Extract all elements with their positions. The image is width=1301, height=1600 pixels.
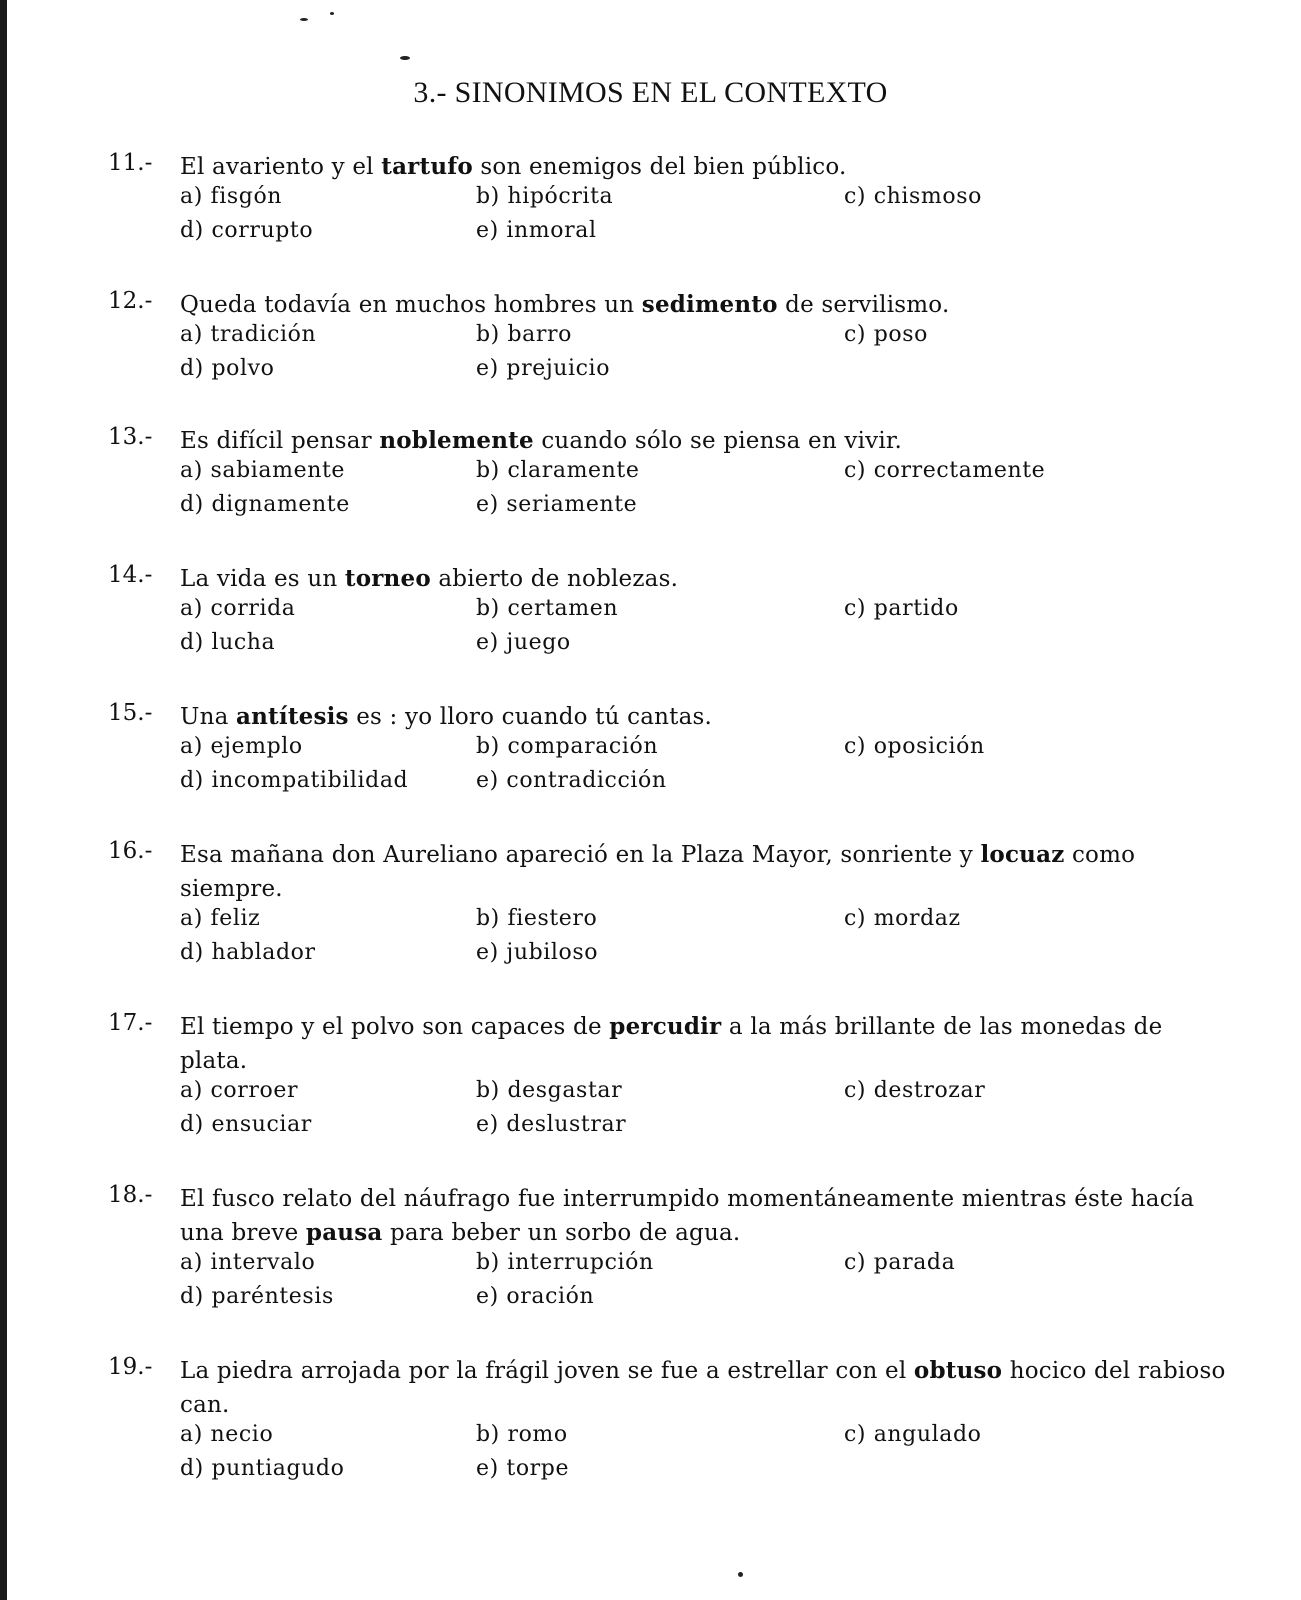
option-b: b) certamen [476, 596, 619, 621]
option-e: e) inmoral [476, 218, 597, 243]
target-word: locuaz [980, 841, 1065, 868]
option-e: e) oración [476, 1284, 595, 1309]
question-number: 11.- [108, 150, 153, 176]
option-e: e) prejuicio [476, 356, 611, 381]
option-b: b) claramente [476, 458, 640, 483]
option-a: a) corrida [180, 596, 296, 621]
stem-text: son enemigos del bien público. [480, 154, 847, 180]
question-15 [108, 700, 1228, 802]
stem-text: a la más brillante de las monedas de plata. [180, 1014, 1163, 1074]
stem-text: El tiempo y el polvo son capaces de [180, 1014, 602, 1040]
question-13 [108, 424, 1228, 526]
option-b: b) desgastar [476, 1078, 623, 1103]
page-edge-rule [0, 0, 7, 1600]
question-number: 17.- [108, 1010, 153, 1036]
question-number: 14.- [108, 562, 153, 588]
option-c: c) partido [844, 596, 959, 621]
stem-text: El avariento y el [180, 154, 374, 180]
answer-options [180, 1250, 1228, 1318]
option-a: a) sabiamente [180, 458, 346, 483]
option-d: d) incompatibilidad [180, 768, 409, 793]
option-c: c) angulado [844, 1422, 982, 1447]
question-16 [108, 838, 1228, 974]
question-stem [180, 838, 1228, 906]
stem-text: La piedra arrojada por la frágil joven se fue a estrellar con el [180, 1358, 907, 1384]
option-c: c) chismoso [844, 184, 982, 209]
option-c: c) parada [844, 1250, 956, 1275]
answer-options [180, 734, 1228, 802]
question-number: 16.- [108, 838, 153, 864]
option-a: a) necio [180, 1422, 274, 1447]
question-number: 19.- [108, 1354, 153, 1380]
question-18 [108, 1182, 1228, 1318]
option-d: d) hablador [180, 940, 316, 965]
question-stem [180, 150, 1228, 184]
answer-options [180, 906, 1228, 974]
option-d: d) corrupto [180, 218, 314, 243]
option-c: c) destrozar [844, 1078, 986, 1103]
option-c: c) poso [844, 322, 928, 347]
question-stem [180, 1182, 1228, 1250]
question-14 [108, 562, 1228, 664]
option-d: d) ensuciar [180, 1112, 312, 1137]
option-e: e) seriamente [476, 492, 638, 517]
question-12 [108, 288, 1228, 390]
option-d: d) puntiagudo [180, 1456, 345, 1481]
target-word: tartufo [381, 153, 473, 180]
target-word: torneo [344, 565, 431, 592]
option-d: d) lucha [180, 630, 276, 655]
option-b: b) interrupción [476, 1250, 654, 1275]
option-b: b) hipócrita [476, 184, 614, 209]
stem-text: Es difícil pensar [180, 428, 372, 454]
stem-text: para beber un sorbo de agua. [389, 1220, 741, 1246]
option-e: e) jubiloso [476, 940, 599, 965]
scan-speck [330, 12, 334, 15]
stem-text: abierto de noblezas. [438, 566, 679, 592]
option-a: a) tradición [180, 322, 317, 347]
option-b: b) comparación [476, 734, 659, 759]
target-word: percudir [609, 1013, 722, 1040]
option-b: b) barro [476, 322, 572, 347]
target-word: obtuso [913, 1357, 1003, 1384]
option-b: b) fiestero [476, 906, 598, 931]
question-stem [180, 1010, 1228, 1078]
option-a: a) corroer [180, 1078, 299, 1103]
stem-text: cuando sólo se piensa en vivir. [541, 428, 903, 454]
target-word: sedimento [641, 291, 778, 318]
option-e: e) juego [476, 630, 571, 655]
stem-text: Una [180, 704, 229, 730]
stem-text: Queda todavía en muchos hombres un [180, 292, 635, 318]
target-word: antítesis [236, 703, 349, 730]
question-19 [108, 1354, 1228, 1490]
option-d: d) paréntesis [180, 1284, 334, 1309]
question-stem [180, 424, 1228, 458]
question-11 [108, 150, 1228, 252]
answer-options [180, 1422, 1228, 1490]
option-d: d) dignamente [180, 492, 350, 517]
question-stem [180, 1354, 1228, 1422]
scan-speck [738, 1572, 743, 1577]
scan-speck [300, 18, 308, 21]
option-e: e) torpe [476, 1456, 570, 1481]
question-number: 15.- [108, 700, 153, 726]
stem-text: es : yo lloro cuando tú cantas. [356, 704, 713, 730]
page-title: 3.- SINONIMOS EN EL CONTEXTO [413, 76, 888, 109]
question-number: 12.- [108, 288, 153, 314]
question-number: 18.- [108, 1182, 153, 1208]
answer-options [180, 322, 1228, 390]
option-e: e) contradicción [476, 768, 667, 793]
question-stem [180, 288, 1228, 322]
question-number: 13.- [108, 424, 153, 450]
scan-speck [400, 56, 410, 60]
stem-text: El fusco relato del náufrago fue interrumpido momentáneamente mientras éste hacía una breve [180, 1186, 1195, 1246]
option-e: e) deslustrar [476, 1112, 627, 1137]
target-word: noblemente [379, 427, 534, 454]
option-b: b) romo [476, 1422, 568, 1447]
option-a: a) ejemplo [180, 734, 303, 759]
answer-options [180, 458, 1228, 526]
stem-text: La vida es un [180, 566, 338, 592]
answer-options [180, 596, 1228, 664]
option-a: a) feliz [180, 906, 261, 931]
option-c: c) oposición [844, 734, 985, 759]
target-word: pausa [305, 1219, 383, 1246]
stem-text: Esa mañana don Aureliano apareció en la Plaza Mayor, sonriente y [180, 842, 973, 868]
question-stem [180, 700, 1228, 734]
option-c: c) correctamente [844, 458, 1046, 483]
answer-options [180, 184, 1228, 252]
answer-options [180, 1078, 1228, 1146]
option-d: d) polvo [180, 356, 275, 381]
question-17 [108, 1010, 1228, 1146]
option-a: a) fisgón [180, 184, 283, 209]
stem-text: como siempre. [180, 842, 1136, 902]
stem-text: de servilismo. [785, 292, 950, 318]
question-stem [180, 562, 1228, 596]
option-c: c) mordaz [844, 906, 961, 931]
option-a: a) intervalo [180, 1250, 316, 1275]
stem-text: hocico del rabioso can. [180, 1358, 1226, 1418]
